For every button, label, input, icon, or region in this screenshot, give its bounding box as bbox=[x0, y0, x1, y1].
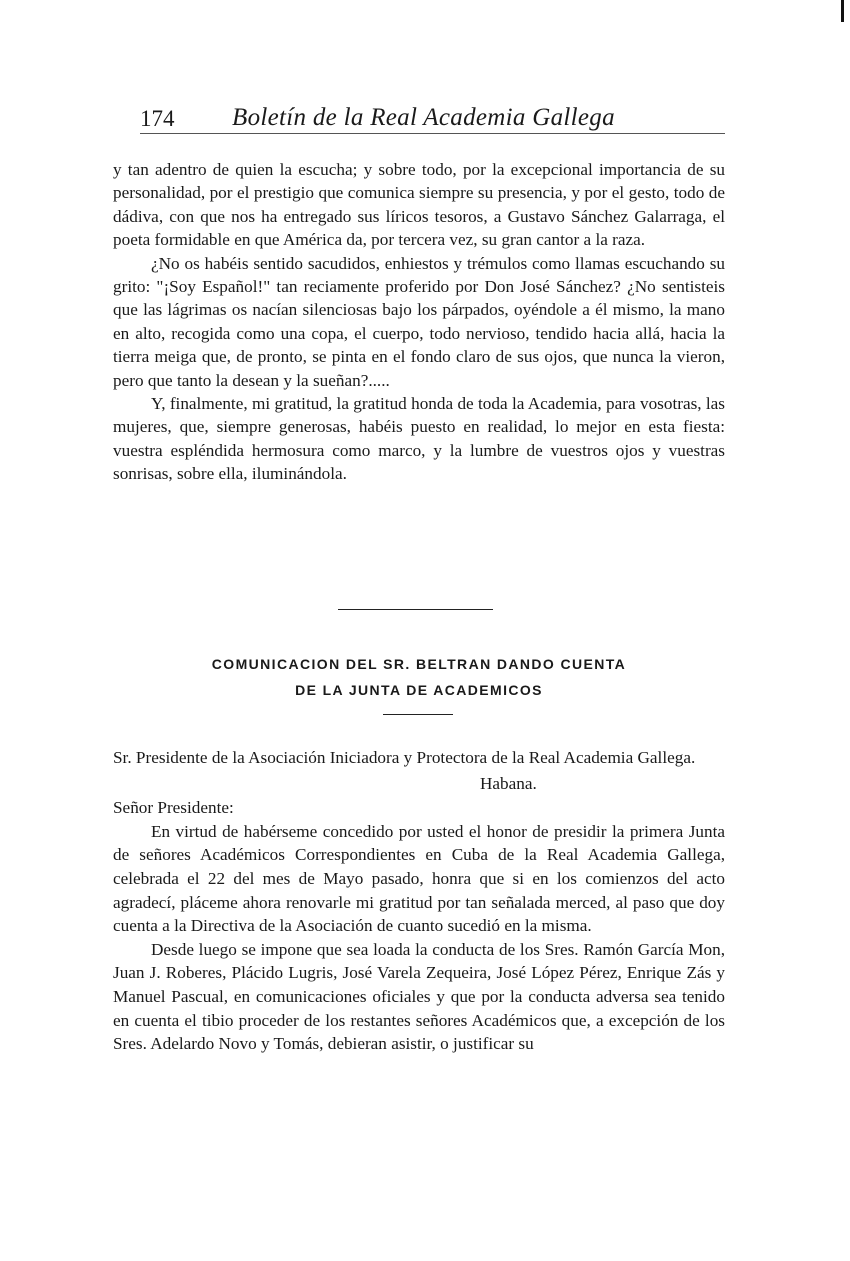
paragraph: En virtud de habérseme concedido por usted el honor de presidir la primera Junta de señores Académicos Correspondientes en Cuba de la Real Academia Gallega, celebrada el 22 del mes de Mayo pasado, honra que si en los comienzos del acto agradecí, pláceme ahora renovarle mi gratitud por tan señalada merced, al paso que doy cuenta a la Directiva de la Asociación de cuanto sucedió en la misma. bbox=[113, 821, 725, 936]
speech-continuation bbox=[113, 158, 725, 486]
letter-body bbox=[113, 746, 725, 1056]
header-rule bbox=[140, 133, 725, 134]
scan-edge-mark bbox=[841, 0, 844, 22]
paragraph: y tan adentro de quien la escucha; y sobre todo, por la excepcional importancia de su personalidad, por el prestigio que comunica siempre su presencia, y por el gesto, todo de dádiva, con que nos ha entregado sus líricos tesoros, a Gustavo Sánchez Galarraga, el poeta formidable en que América da, por tercera vez, su gran cantor a la raza. bbox=[113, 160, 725, 250]
paragraph: ¿No os habéis sentido sacudidos, enhiestos y trémulos como llamas escuchando su grito: "¡Soy Español!" tan reciamente proferido por Don José Sánchez? ¿No sentisteis que las lágrimas os nacían silenciosas bajo los párpados, oyéndole a él mismo, la mano en alto, recogida como una copa, el cuerpo, todo nervioso, tendido hacia allá, hacia la tierra meiga que, de pronto, se pinta en el fondo claro de sus ojos, que nunca la vieron, pero que tanto la desean y la sueñan?..... bbox=[113, 253, 725, 390]
page-header bbox=[140, 100, 725, 134]
paragraph: Desde luego se impone que sea loada la conducta de los Sres. Ramón García Mon, Juan J. Roberes, Plácido Lugris, José Varela Zequeira, José López Pérez, Enrique Zás y Manuel Pascual, en comunicaciones oficiales y que por la conducta adversa sea tenido en cuenta el tibio proceder de los restantes señores Académicos que, a excepción de los Sres. Adelardo Novo y Tomás, debieran asistir, o justificar su bbox=[113, 939, 725, 1054]
heading-line-1: COMUNICACION DEL SR. BELTRAN DANDO CUENTA bbox=[211, 656, 627, 672]
section-divider bbox=[338, 609, 493, 610]
letter-addressee: Sr. Presidente de la Asociación Iniciadora y Protectora de la Real Academia Gallega. bbox=[113, 748, 696, 767]
paragraph: Y, finalmente, mi gratitud, la gratitud honda de toda la Academia, para vosotras, las mujeres, que, siempre generosas, habéis puesto en realidad, lo mejor en esta fiesta: vuestra espléndida hermosura como marco, y la lumbre de vuestros ojos y vuestras sonrisas, sobre ella, iluminándola. bbox=[113, 394, 725, 484]
page-number: 174 bbox=[140, 106, 175, 131]
heading-line-2: DE LA JUNTA DE ACADEMICOS bbox=[295, 682, 543, 698]
running-title: Boletín de la Real Academia Gallega bbox=[232, 104, 615, 131]
heading-underline bbox=[383, 714, 453, 715]
letter-city: Habana. bbox=[480, 773, 537, 793]
letter-salutation: Señor Presidente: bbox=[113, 798, 234, 818]
section-heading bbox=[113, 651, 725, 703]
